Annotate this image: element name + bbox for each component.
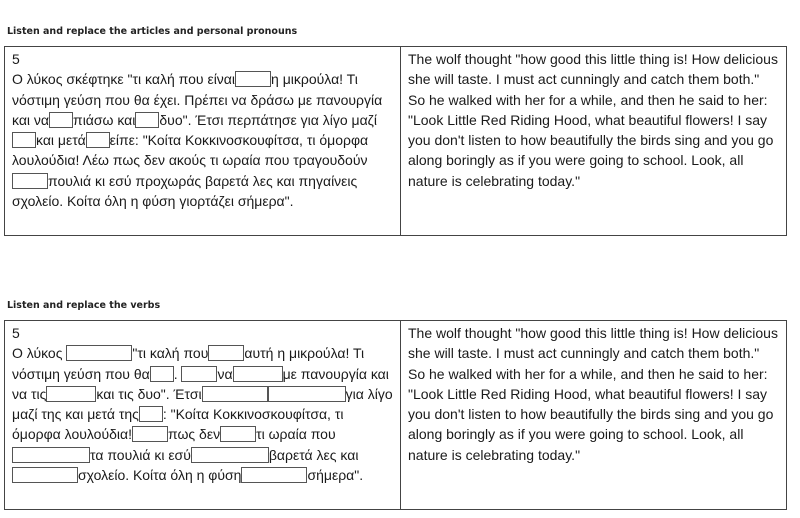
text-segment: πιάσω και [73,111,136,128]
blank-input-box[interactable] [150,366,174,382]
exercise-number: 5 [12,51,20,67]
english-text-cell-1 [401,47,787,236]
text-segment: και τις δυο". Έτσι [96,385,202,402]
text-segment: σχολείο. Κοίτα όλη η φύση [78,467,242,484]
text-segment: για λίγο μαζί της και μετά της [12,385,393,423]
blank-input-box[interactable] [233,366,283,382]
greek-paragraph-1 [12,69,394,211]
text-segment: Ο λύκος [12,345,67,362]
blank-input-box[interactable] [132,426,168,442]
blank-input-box[interactable] [241,467,307,483]
greek-text-cell-1 [5,47,401,236]
text-segment: είπε: "Κοίτα Κοκκινοσκουφίτσα, τι όμορφα λουλούδια! Λέω πως δεν ακούς τι ωραία που τραγουδούν [12,132,369,169]
exercise-table-1 [4,46,787,236]
exercise-table-2 [4,320,787,510]
text-segment: αυτή η μικρούλα! Τι νόστιμη γεύση που θα [12,345,365,382]
blank-input-box[interactable] [268,386,346,402]
text-segment: δυο". Έτσι περπάτησε για λίγο μαζί [159,111,377,128]
text-segment: σήμερα". [307,467,364,484]
greek-text-cell-2 [5,321,401,510]
blank-input-box[interactable] [86,132,110,148]
blank-input-box[interactable] [66,345,132,361]
text-segment: . [173,365,182,382]
blank-input-box[interactable] [220,426,256,442]
blank-input-box[interactable] [12,132,36,148]
blank-input-box[interactable] [208,345,244,361]
blank-input-box[interactable] [49,112,73,128]
text-segment: και μετά [36,132,86,149]
english-paragraph-2: The wolf thought "how good this little thing is! How delicious she will taste. I must act cunningly and catch them both." So he walked with her for a while, and then he said to her: "Look Little Red Riding Hood, what beautiful flowers! I say you don't listen to how beautifully the birds sing and you go along boringly as if you were going to school. Look, all nature is celebrating today." [408,325,778,463]
section-2-title: Listen and replace the verbs [7,300,161,311]
greek-paragraph-2 [12,343,394,485]
blank-input-box[interactable] [191,447,269,463]
blank-input-box[interactable] [12,447,90,463]
blank-input-box[interactable] [12,173,48,189]
text-segment: τα πουλιά κι εσύ [90,446,191,463]
text-segment: : "Κοίτα Κοκκινοσκουφίτσα, τι όμορφα λουλούδια! [12,406,344,443]
text-segment: "τι καλή που [132,345,209,362]
text-segment: πουλιά κι εσύ προχωράς βαρετά λες και πηγαίνεις σχολείο. Κοίτα όλη η φύση γιορτάζει σήμερα". [12,172,358,210]
blank-input-box[interactable] [139,406,163,422]
blank-input-box[interactable] [202,386,268,402]
blank-input-box[interactable] [181,366,217,382]
blank-input-box[interactable] [46,386,96,402]
text-segment: να [217,365,233,382]
text-segment: πως δεν [168,426,221,443]
blank-input-box[interactable] [135,112,159,128]
exercise-number: 5 [12,325,20,341]
english-text-cell-2 [401,321,787,510]
english-paragraph-1: The wolf thought "how good this little thing is! How delicious she will taste. I must act cunningly and catch them both." So he walked with her for a while, and then he said to her: "Look Little Red Riding Hood, what beautiful flowers! I say you don't listen to how beautifully the birds sing and you go along boringly as if you were going to school. Look, all nature is celebrating today." [408,51,778,189]
text-segment: η μικρούλα! Τι νόστιμη γεύση που θα έχει. Πρέπει να δράσω με πανουργία και να [12,71,383,128]
text-segment: με πανουργία και να τις [12,365,389,402]
blank-input-box[interactable] [235,71,271,87]
text-segment: βαρετά λες και [268,446,359,463]
section-1-title: Listen and replace the articles and personal pronouns [7,26,298,37]
text-segment: τι ωραία που [256,426,336,443]
blank-input-box[interactable] [12,467,78,483]
text-segment: Ο λύκος σκέφτηκε "τι καλή που είναι [12,71,236,88]
